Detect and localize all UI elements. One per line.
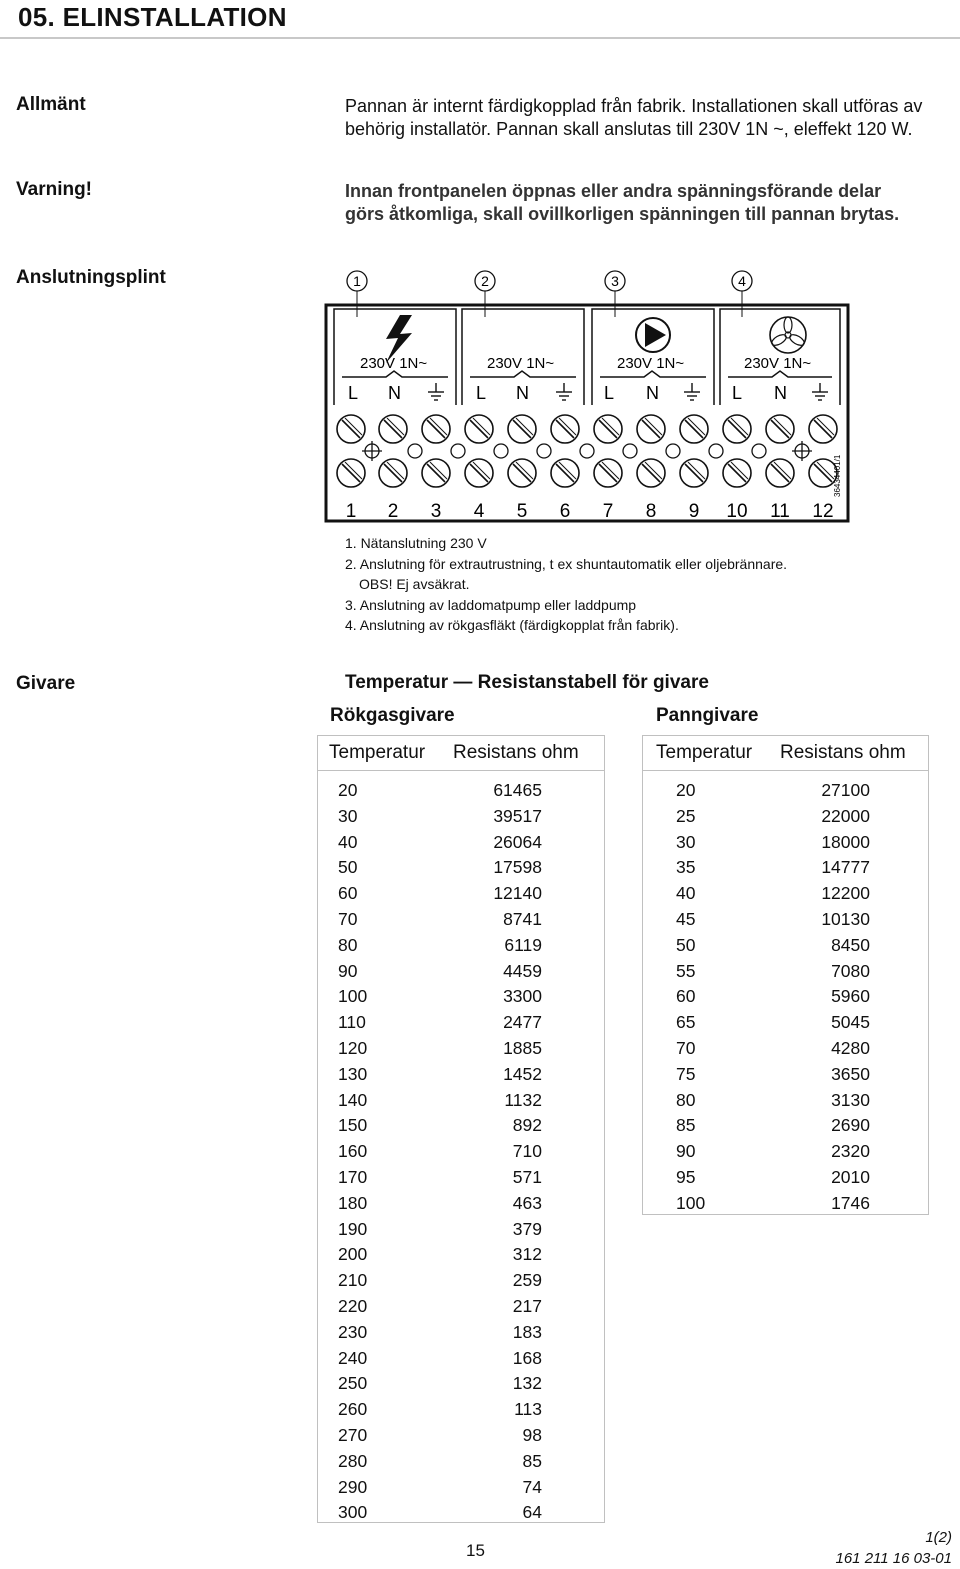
resistance-cell: 4280 xyxy=(831,1038,870,1058)
resistance-cell: 61465 xyxy=(493,780,542,800)
table-row xyxy=(643,984,928,1010)
table-row xyxy=(318,804,604,830)
warning-line-2: görs åtkomliga, skall ovillkorligen spänningen till pannan brytas. xyxy=(345,204,900,224)
part-code: 36434401/1 xyxy=(833,454,842,497)
terminal-number: 3 xyxy=(430,501,442,522)
pump-icon xyxy=(636,318,670,352)
table-row xyxy=(643,933,928,959)
legend-item: 1. Nätanslutning 230 V xyxy=(345,535,487,551)
resistance-cell: 17598 xyxy=(493,857,542,878)
resistance-cell: 98 xyxy=(522,1425,542,1445)
terminal-number: 7 xyxy=(602,501,614,522)
resistance-cell: 22000 xyxy=(821,805,870,826)
smoke-sensor-title: Rökgasgivare xyxy=(330,705,455,726)
temperature-cell: 25 xyxy=(676,805,696,826)
temperature-cell: 110 xyxy=(338,1012,366,1033)
temperature-cell: 150 xyxy=(338,1115,368,1136)
table-row xyxy=(643,881,928,907)
temperature-cell: 65 xyxy=(676,1012,696,1033)
terminal-number: 5 xyxy=(516,501,528,522)
resistance-cell: 8450 xyxy=(831,934,870,955)
table-row xyxy=(318,1397,604,1423)
temperature-cell: 270 xyxy=(338,1425,368,1445)
temperature-cell: 280 xyxy=(338,1450,368,1471)
callout-1 xyxy=(347,271,367,317)
page-number: 15 xyxy=(466,1541,485,1560)
resistance-cell: 8741 xyxy=(503,909,542,929)
table-row xyxy=(318,830,604,856)
table-row xyxy=(318,1268,604,1294)
general-text xyxy=(345,95,957,141)
sheet-number: 1(2) xyxy=(925,1529,952,1546)
column-header-resistance: Resistans ohm xyxy=(453,742,579,763)
terminal-number: 9 xyxy=(688,501,700,522)
temperature-cell: 40 xyxy=(338,831,358,852)
temperature-cell: 20 xyxy=(676,780,696,800)
resistance-cell: 113 xyxy=(514,1399,542,1420)
resistance-cell: 3130 xyxy=(831,1089,870,1110)
conductor-label-l: L xyxy=(476,383,487,403)
voltage-label-4: 230V 1N~ xyxy=(744,355,812,372)
resistance-cell: 39517 xyxy=(493,805,542,826)
table-row xyxy=(318,1500,604,1526)
table-row xyxy=(318,1010,604,1036)
resistance-cell: 85 xyxy=(522,1450,542,1471)
column-header-resistance: Resistans ohm xyxy=(780,742,906,763)
resistance-cell: 2010 xyxy=(831,1167,870,1187)
table-row xyxy=(318,1139,604,1165)
table-header xyxy=(643,736,928,771)
temperature-cell: 70 xyxy=(338,909,358,929)
boiler-sensor-table xyxy=(642,735,929,1215)
resistance-cell: 27100 xyxy=(821,780,870,800)
resistance-cell: 2477 xyxy=(503,1012,542,1033)
resistance-cell: 132 xyxy=(512,1373,542,1394)
title-divider xyxy=(0,37,960,39)
ground-icon xyxy=(556,383,572,400)
table-row xyxy=(318,907,604,933)
temperature-cell: 170 xyxy=(338,1167,368,1187)
resistance-cell: 710 xyxy=(512,1141,542,1162)
table-row xyxy=(643,959,928,985)
conductor-label-n: N xyxy=(516,383,529,403)
legend-item: OBS! Ej avsäkrat. xyxy=(359,576,470,592)
temperature-cell: 55 xyxy=(676,960,696,981)
resistance-cell: 12200 xyxy=(821,883,870,904)
temperature-cell: 90 xyxy=(338,960,358,981)
table-row xyxy=(318,1217,604,1243)
temperature-cell: 20 xyxy=(338,780,358,800)
ground-icon xyxy=(428,383,444,400)
table-row xyxy=(318,1475,604,1501)
table-row xyxy=(643,804,928,830)
conductor-label-n: N xyxy=(646,383,659,403)
table-row xyxy=(643,1062,928,1088)
resistance-cell: 5045 xyxy=(831,1012,870,1033)
temperature-cell: 40 xyxy=(676,883,696,904)
svg-text:2: 2 xyxy=(481,273,489,289)
resistance-cell: 12140 xyxy=(493,883,542,904)
temperature-cell: 220 xyxy=(338,1296,368,1316)
temperature-cell: 200 xyxy=(338,1244,368,1265)
table-row xyxy=(318,1423,604,1449)
resistance-cell: 379 xyxy=(512,1218,542,1239)
warning-text xyxy=(345,180,957,226)
terminal-legend xyxy=(345,533,787,636)
temperature-cell: 300 xyxy=(338,1502,368,1523)
table-row xyxy=(318,1036,604,1062)
temperature-cell: 130 xyxy=(338,1063,368,1084)
table-row xyxy=(318,1088,604,1114)
resistance-cell: 168 xyxy=(512,1347,542,1368)
resistance-cell: 217 xyxy=(512,1296,542,1316)
terminal-number: 11 xyxy=(770,501,790,522)
column-header-temperature: Temperatur xyxy=(656,742,753,763)
resistance-cell: 10130 xyxy=(821,909,870,929)
section-label-sensors: Givare xyxy=(16,673,76,694)
svg-text:1: 1 xyxy=(353,273,361,289)
smoke-sensor-table xyxy=(317,735,605,1523)
voltage-label-3: 230V 1N~ xyxy=(617,355,685,372)
terminal-number: 2 xyxy=(387,501,399,522)
resistance-cell: 571 xyxy=(512,1167,542,1187)
temperature-cell: 30 xyxy=(676,831,696,852)
table-row xyxy=(318,778,604,804)
table-header xyxy=(318,736,604,771)
resistance-cell: 463 xyxy=(512,1192,542,1213)
temperature-cell: 180 xyxy=(338,1192,368,1213)
table-row xyxy=(643,1191,928,1217)
temperature-cell: 100 xyxy=(338,986,368,1007)
fan-icon xyxy=(770,317,806,353)
temperature-cell: 45 xyxy=(676,909,696,929)
conductor-label-l: L xyxy=(348,383,359,403)
temperature-cell: 140 xyxy=(338,1089,368,1110)
table-row xyxy=(643,1113,928,1139)
temperature-cell: 85 xyxy=(676,1115,696,1136)
document-id xyxy=(836,1527,953,1569)
resistance-cell: 3650 xyxy=(831,1063,870,1084)
table-row xyxy=(318,881,604,907)
terminal-number: 1 xyxy=(345,501,357,522)
resistance-cell: 6119 xyxy=(504,934,542,955)
column-header-temperature: Temperatur xyxy=(329,742,426,763)
svg-text:4: 4 xyxy=(738,273,746,289)
terminal-number: 6 xyxy=(559,501,571,522)
doc-number: 161 211 16 03-01 xyxy=(835,1550,952,1567)
temperature-cell: 120 xyxy=(338,1038,368,1058)
resistance-cell: 1132 xyxy=(504,1089,542,1110)
resistance-cell: 64 xyxy=(522,1502,542,1523)
table-row xyxy=(643,1088,928,1114)
terminal-number: 8 xyxy=(645,501,657,522)
ground-icon xyxy=(684,383,700,400)
temperature-cell: 50 xyxy=(338,857,358,878)
resistance-cell: 26064 xyxy=(493,831,542,852)
resistance-cell: 892 xyxy=(512,1115,542,1136)
temperature-cell: 35 xyxy=(676,857,696,878)
temperature-cell: 290 xyxy=(338,1476,368,1497)
resistance-cell: 2320 xyxy=(831,1141,870,1162)
table-row xyxy=(318,933,604,959)
temperature-cell: 80 xyxy=(338,934,358,955)
temperature-cell: 190 xyxy=(338,1218,368,1239)
table-row xyxy=(318,1165,604,1191)
resistance-cell: 183 xyxy=(512,1321,542,1342)
terminal-number: 10 xyxy=(726,501,748,522)
resistance-cell: 5960 xyxy=(831,986,870,1007)
legend-item: 3. Anslutning av laddomatpump eller laddpump xyxy=(345,596,637,613)
table-row xyxy=(318,984,604,1010)
table-row xyxy=(318,1320,604,1346)
terminal-number: 4 xyxy=(473,501,485,522)
resistance-cell: 312 xyxy=(512,1244,542,1265)
table-row xyxy=(318,1062,604,1088)
temperature-cell: 50 xyxy=(676,934,696,955)
table-row xyxy=(643,907,928,933)
svg-text:3: 3 xyxy=(611,273,619,289)
resistance-cell: 7080 xyxy=(831,960,870,981)
resistance-cell: 4459 xyxy=(503,960,542,981)
temperature-cell: 90 xyxy=(676,1141,696,1162)
resistance-cell: 259 xyxy=(512,1270,542,1291)
callout-4 xyxy=(732,271,752,317)
resistance-cell: 14777 xyxy=(821,857,870,878)
temperature-cell: 80 xyxy=(676,1089,696,1110)
resistance-cell: 2690 xyxy=(831,1115,870,1136)
temperature-cell: 230 xyxy=(338,1321,368,1342)
terminal-number: 12 xyxy=(812,501,834,522)
resistance-cell: 1452 xyxy=(503,1063,542,1084)
resistance-table-title: Temperatur — Resistanstabell för givare xyxy=(345,672,709,693)
voltage-label-2: 230V 1N~ xyxy=(487,355,555,372)
voltage-label-1: 230V 1N~ xyxy=(360,355,428,372)
temperature-cell: 95 xyxy=(676,1167,696,1187)
table-row xyxy=(643,778,928,804)
table-row xyxy=(318,1242,604,1268)
conductor-label-n: N xyxy=(388,383,401,403)
temperature-cell: 210 xyxy=(338,1270,368,1291)
temperature-cell: 160 xyxy=(338,1141,368,1162)
table-row xyxy=(318,855,604,881)
table-row xyxy=(643,1036,928,1062)
table-row xyxy=(643,830,928,856)
general-line-1: Pannan är internt färdigkopplad från fabrik. Installationen skall utföras av xyxy=(345,96,923,116)
table-row xyxy=(318,1346,604,1372)
resistance-cell: 3300 xyxy=(503,986,542,1007)
table-row xyxy=(643,1165,928,1191)
conductor-label-n: N xyxy=(774,383,787,403)
section-label-warning: Varning! xyxy=(16,179,93,200)
table-row xyxy=(318,959,604,985)
section-label-general: Allmänt xyxy=(16,94,86,115)
mid-holes xyxy=(362,441,812,461)
conductor-label-l: L xyxy=(604,383,615,403)
section-label-terminal: Anslutningsplint xyxy=(16,267,166,288)
temperature-cell: 250 xyxy=(338,1373,368,1394)
callout-3 xyxy=(605,271,625,317)
screw-row-bottom xyxy=(337,459,837,487)
temperature-cell: 240 xyxy=(338,1347,368,1368)
table-row xyxy=(643,1010,928,1036)
temperature-cell: 70 xyxy=(676,1038,696,1058)
table-row xyxy=(318,1371,604,1397)
temperature-cell: 30 xyxy=(338,805,358,826)
warning-line-1: Innan frontpanelen öppnas eller andra spänningsförande delar xyxy=(345,181,882,201)
conductor-label-l: L xyxy=(732,383,743,403)
ground-icon xyxy=(812,383,828,400)
table-row xyxy=(643,1139,928,1165)
callout-2 xyxy=(475,271,495,317)
table-row xyxy=(318,1449,604,1475)
screw-row-top xyxy=(337,415,837,443)
table-row xyxy=(643,855,928,881)
resistance-cell: 74 xyxy=(522,1476,542,1497)
resistance-cell: 1746 xyxy=(831,1192,870,1213)
temperature-cell: 60 xyxy=(338,883,358,904)
temperature-cell: 260 xyxy=(338,1399,368,1420)
table-row xyxy=(318,1113,604,1139)
terminal-block-diagram xyxy=(320,265,860,527)
temperature-cell: 75 xyxy=(676,1063,696,1084)
resistance-cell: 18000 xyxy=(821,831,870,852)
table-row xyxy=(318,1191,604,1217)
page-title: 05. ELINSTALLATION xyxy=(18,2,287,32)
general-line-2: behörig installatör. Pannan skall anslutas till 230V 1N ~, eleffekt 120 W. xyxy=(345,119,913,139)
legend-item: 4. Anslutning av rökgasfläkt (färdigkopplat från fabrik). xyxy=(345,617,679,633)
temperature-cell: 100 xyxy=(676,1192,706,1213)
resistance-cell: 1885 xyxy=(503,1038,542,1058)
table-row xyxy=(318,1294,604,1320)
temperature-cell: 60 xyxy=(676,986,696,1007)
legend-item: 2. Anslutning för extrautrustning, t ex shuntautomatik eller oljebrännare. xyxy=(345,555,788,572)
boiler-sensor-title: Panngivare xyxy=(656,705,759,726)
